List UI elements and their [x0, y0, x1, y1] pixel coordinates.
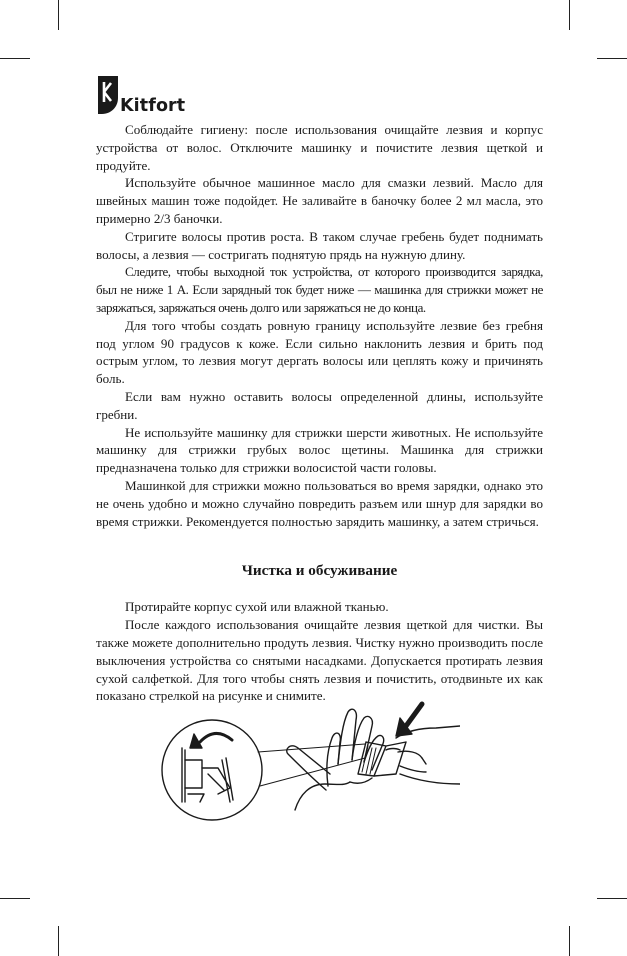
- crop-mark: [597, 898, 627, 899]
- paragraph: Для того чтобы создать ровную границу используйте лезвие без гребня под углом 90 градусов к коже. Если сильно наклонить лезвия и брить под острым углом, то лезвия могут дергать волосы или цеплять кожу и причинять боль.: [96, 317, 543, 387]
- paragraph: Не используйте машинку для стрижки шерсти животных. Не используйте машинку для стрижки грубых волос щетины. Машинка для стрижки предназначена только для стрижки волосистой части головы.: [96, 424, 543, 476]
- crop-mark: [0, 58, 30, 59]
- crop-mark: [58, 926, 59, 956]
- brand-name: Kitfort: [120, 96, 186, 116]
- crop-mark: [597, 58, 627, 59]
- paragraph: Машинкой для стрижки можно пользоваться во время зарядки, однако это не очень удобно и можно случайно повредить разъем или шнур для зарядки во время стрижки. Рекомендуется полностью зарядить машинку, а затем стричься.: [96, 477, 543, 529]
- blade-edge: [182, 748, 185, 802]
- blade-removal-illustration: [160, 690, 460, 840]
- brand-logo-icon: [98, 76, 118, 114]
- clipper-body: [374, 742, 406, 776]
- crop-mark: [0, 898, 30, 899]
- document-body: [96, 121, 543, 705]
- paragraph: Стригите волосы против роста. В таком случае гребень будет поднимать волосы, а лезвия — состригать поднятую прядь на нужную длину.: [96, 228, 543, 262]
- paragraph: Если вам нужно оставить волосы определенной длины, используйте гребни.: [96, 388, 543, 422]
- crop-mark: [58, 0, 59, 30]
- press-arrow-icon: [406, 704, 422, 726]
- paragraph: Протирайте корпус сухой или влажной тканью.: [125, 599, 389, 615]
- paragraph: После каждого использования очищайте лезвия щеткой для чистки. Вы также можете дополнительно продуть лезвия. Чистку нужно производить после выключения устройства со снятыми насадками. Допускается протирать лезвия сухой салфеткой. Для того чтобы снять лезвия и почистить, отодвиньте их как показано стрелкой на рисунке и снимите.: [96, 617, 543, 704]
- rotate-arrow-icon: [200, 733, 232, 742]
- crop-mark: [569, 926, 570, 956]
- crop-mark: [569, 0, 570, 30]
- paragraph: Следите, чтобы выходной ток устройства, от которого производится зарядка, был не ниже 1 А. Если зарядный ток будет ниже — машинка для стрижки может не заряжаться, заряжаться очень долго или заряжаться не до конца.: [96, 264, 543, 315]
- paragraph: Соблюдайте гигиену: после использования очищайте лезвия и корпус устройства от волос. Отключите машинку и почистите лезвия щеткой и продуйте.: [96, 122, 543, 173]
- paragraph: Используйте обычное машинное масло для смазки лезвий. Масло для швейных машин тоже подойдет. Не заливайте в баночку более 2 мл масла, это примерно 2/3 баночки.: [96, 175, 543, 226]
- section-heading: Чистка и обсуживание: [241, 562, 398, 580]
